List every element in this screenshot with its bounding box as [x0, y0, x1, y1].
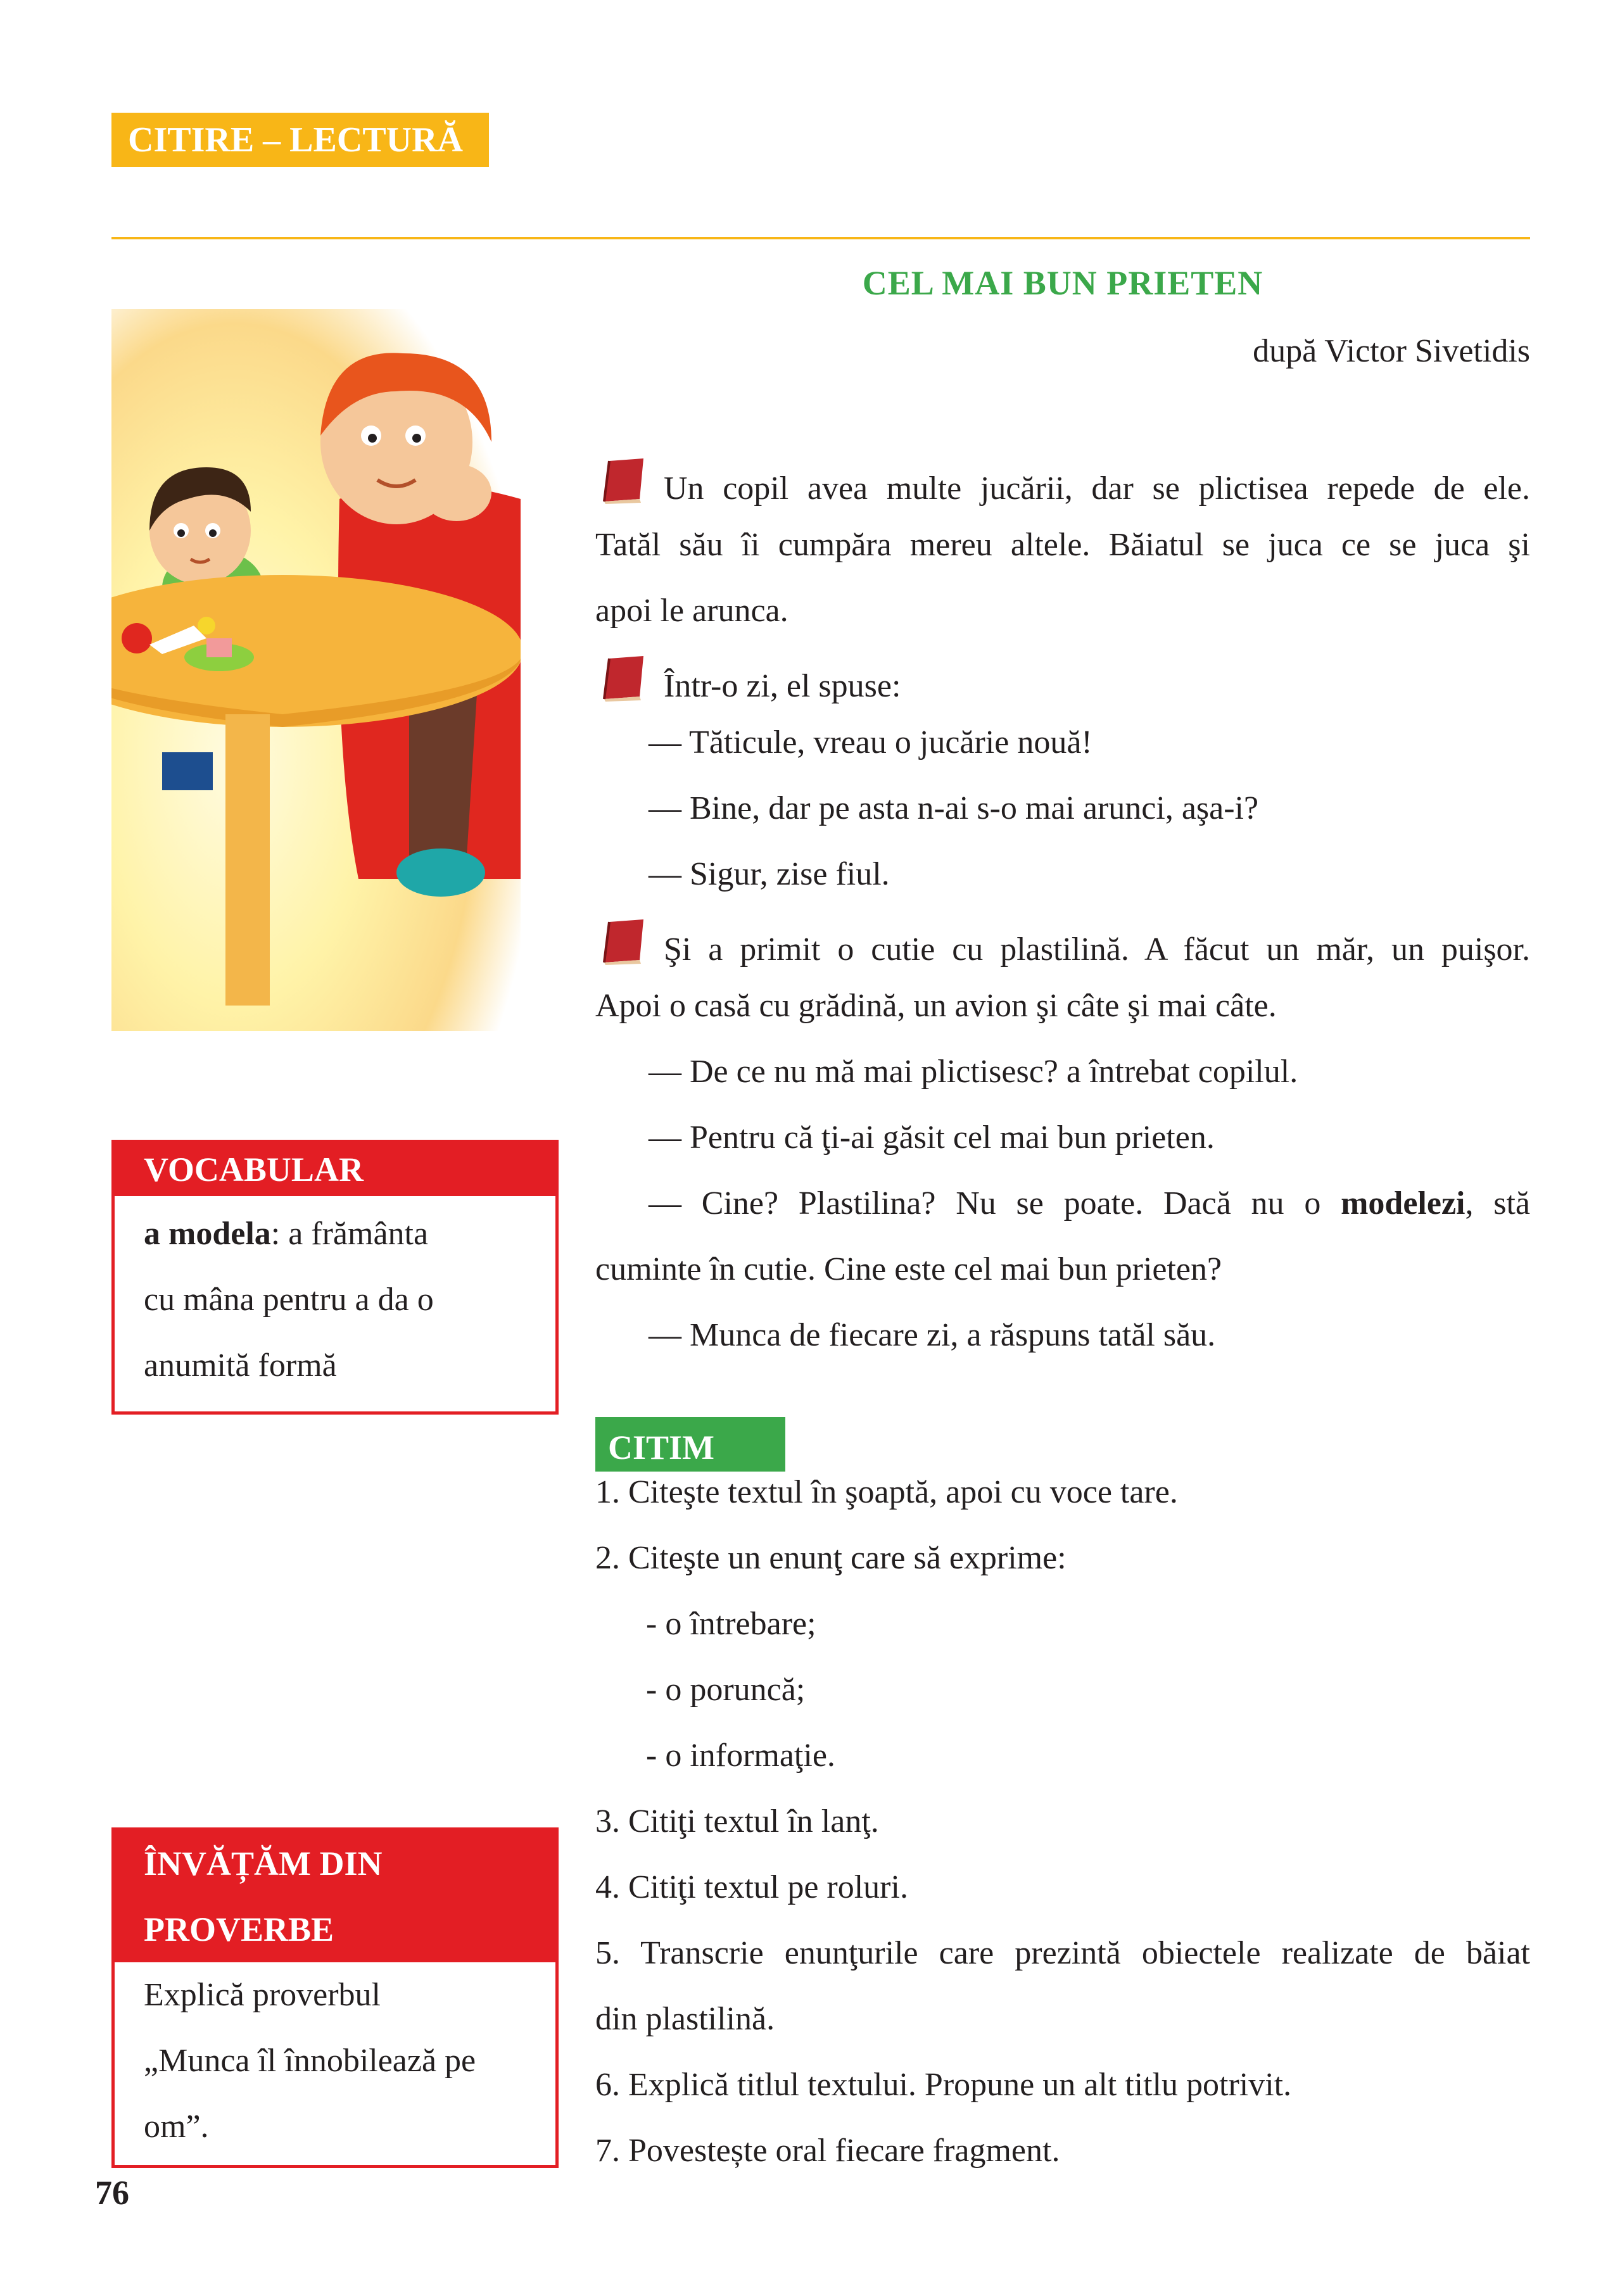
story-line: Tatăl său îi cumpăra mereu altele. Băiatul se juca ce se juca şi: [595, 527, 1530, 563]
exercise-subitem: - o întrebare;: [646, 1606, 816, 1642]
proverb-box: [111, 1827, 559, 2168]
story-line: apoi le arunca.: [595, 593, 788, 629]
exercise-item: 3. Citiţi textul în lanţ.: [595, 1803, 879, 1839]
vocabulary-definition: a modela: a frământa cu mâna pentru a da o anumită formă: [144, 1216, 434, 1384]
book-icon: [598, 918, 650, 965]
story-title: CEL MAI BUN PRIETEN: [862, 264, 1263, 302]
exercise-item: 5. Transcrie enunţurile care prezintă obiectele realizate de băiat: [595, 1935, 1530, 1971]
section-tag: CITIRE – LECTURĂ: [111, 113, 489, 167]
dialogue-line: — Pentru că ţi-ai găsit cel mai bun prieten.: [649, 1120, 1215, 1156]
exercise-item: 6. Explică titlul textului. Propune un alt titlu potrivit.: [595, 2067, 1292, 2103]
dialogue-line: — De ce nu mă mai plictisesc? a întrebat copilul.: [649, 1054, 1298, 1090]
exercise-item: 1. Citeşte textul în şoaptă, apoi cu voce tare.: [595, 1474, 1178, 1510]
book-icon: [598, 457, 650, 504]
story-author: după Victor Sivetidis: [1253, 333, 1530, 369]
proverb-heading: ÎNVĂȚĂM DIN PROVERBE: [115, 1831, 555, 1962]
header-divider: [111, 237, 1530, 239]
story-line: Un copil avea multe jucării, dar se plictisea repede de ele.: [598, 457, 1530, 511]
proverb-body: Explică proverbul „Munca îl înnobilează pe om”.: [144, 1977, 476, 2145]
story-line: Apoi o casă cu grădină, un avion şi câte şi mai câte.: [595, 988, 1277, 1024]
dialogue-line: — Sigur, zise fiul.: [649, 856, 890, 892]
exercise-item: 7. Povestește oral fiecare fragment.: [595, 2133, 1060, 2169]
exercise-subitem: - o informaţie.: [646, 1738, 835, 1774]
vocabulary-box: [111, 1140, 559, 1415]
exercise-subitem: - o poruncă;: [646, 1672, 806, 1708]
exercise-item: din plastilină.: [595, 2001, 775, 2037]
dialogue-line: — Cine? Plastilina? Nu se poate. Dacă nu o modelezi, stă: [649, 1185, 1530, 1221]
book-icon: [598, 655, 650, 702]
dialogue-line: — Munca de fiecare zi, a răspuns tatăl său.: [649, 1317, 1216, 1353]
story-line: Şi a primit o cutie cu plastilină. A făcut un măr, un puişor.: [598, 918, 1530, 972]
dialogue-line: — Bine, dar pe asta n-ai s-o mai arunci, aşa-i?: [649, 790, 1259, 826]
exercise-item: 2. Citeşte un enunţ care să exprime:: [595, 1540, 1067, 1576]
story-line: Într-o zi, el spuse:: [598, 655, 901, 709]
vocabulary-term-highlight: modelezi: [1341, 1185, 1466, 1221]
dialogue-line: — Tăticule, vreau o jucărie nouă!: [649, 724, 1092, 760]
citim-heading: CITIM: [595, 1417, 785, 1472]
story-line: cuminte în cutie. Cine este cel mai bun prieten?: [595, 1251, 1222, 1287]
page-number: 76: [95, 2174, 129, 2212]
illustration-father-son: [111, 309, 521, 1031]
vocabulary-heading: VOCABULAR: [115, 1143, 555, 1196]
exercise-item: 4. Citiţi textul pe roluri.: [595, 1869, 908, 1905]
